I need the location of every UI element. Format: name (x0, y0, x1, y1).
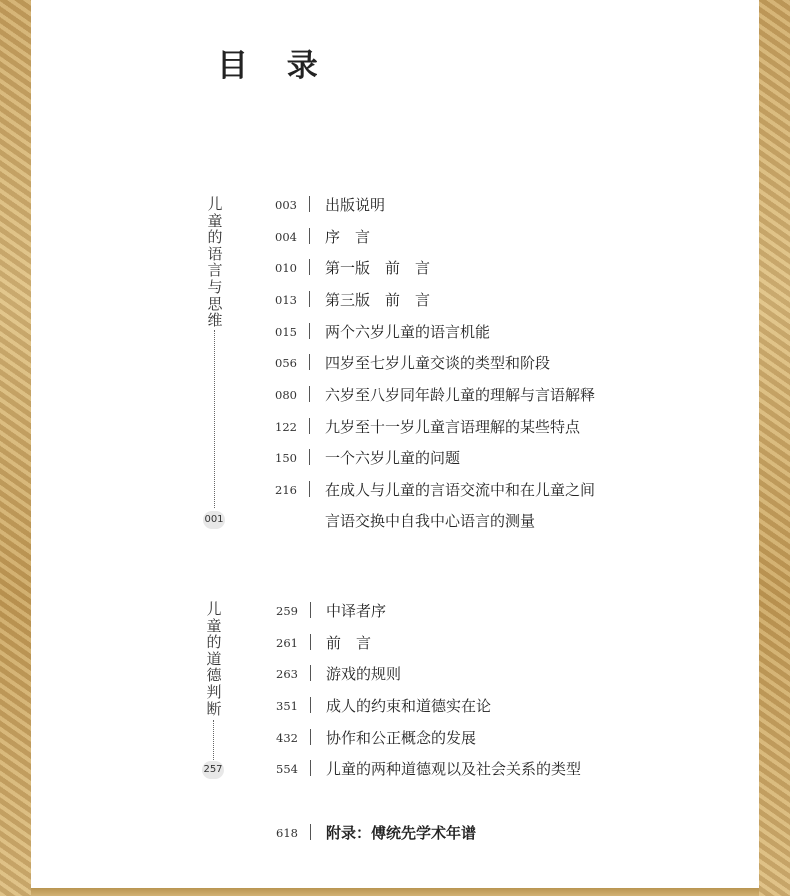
entry-page-number: 004 (275, 230, 297, 244)
entry-title: 在成人与儿童的言语交流中和在儿童之间 (325, 481, 596, 499)
entry-separator (310, 602, 311, 618)
entry-separator (309, 386, 310, 402)
entry-title: 成人的约束和道德实在论 (326, 697, 492, 715)
entry-title: 游戏的规则 (326, 665, 402, 683)
entry-title: 附录：傅统先学术年谱 (326, 824, 477, 842)
section-divider-2 (213, 720, 214, 760)
entry-separator (310, 824, 311, 840)
entry-page-number: 432 (276, 731, 298, 745)
entry-page-number: 003 (275, 198, 297, 212)
entry-separator (309, 449, 310, 465)
entry-page-number: 618 (276, 826, 298, 840)
section-page-badge-1: 001 (203, 511, 225, 529)
entry-separator (310, 760, 311, 776)
entry-page-number: 010 (275, 261, 297, 275)
entry-page-number: 080 (275, 388, 297, 402)
entry-separator (309, 418, 310, 434)
entry-title: 出版说明 (325, 196, 386, 214)
entry-separator (309, 228, 310, 244)
entry-title: 儿童的两种道德观以及社会关系的类型 (326, 760, 582, 778)
section-divider-1 (214, 330, 215, 508)
entry-title: 第三版 前 言 (325, 291, 431, 309)
entry-separator (309, 323, 310, 339)
entry-separator (309, 354, 310, 370)
left-decorative-border (0, 0, 31, 896)
section-label-1: 儿童的语言与思维 (207, 195, 223, 330)
page-title: 目 录 (217, 48, 332, 84)
entry-title: 第一版 前 言 (325, 259, 431, 277)
entry-page-number: 056 (275, 356, 297, 370)
entry-title: 中译者序 (326, 602, 387, 620)
entry-title: 序 言 (325, 228, 371, 246)
entry-page-number: 259 (276, 604, 298, 618)
toc-page (31, 0, 759, 888)
entry-title: 两个六岁儿童的语言机能 (325, 323, 491, 341)
entry-page-number: 150 (275, 451, 297, 465)
entry-separator (310, 665, 311, 681)
entry-title: 九岁至十一岁儿童言语理解的某些特点 (325, 418, 581, 436)
entry-title: 六岁至八岁同年龄儿童的理解与言语解释 (325, 386, 596, 404)
entry-separator (309, 196, 310, 212)
entry-separator (309, 291, 310, 307)
entry-page-number: 263 (276, 667, 298, 681)
entry-title: 四岁至七岁儿童交谈的类型和阶段 (325, 354, 551, 372)
entry-separator (310, 697, 311, 713)
entry-title: 协作和公正概念的发展 (326, 729, 477, 747)
entry-page-number: 015 (275, 325, 297, 339)
entry-separator (310, 729, 311, 745)
entry-page-number: 013 (275, 293, 297, 307)
entry-page-number: 261 (276, 636, 298, 650)
section-page-badge-2: 257 (202, 761, 224, 779)
right-decorative-border (759, 0, 790, 896)
entry-separator (309, 481, 310, 497)
entry-separator (310, 634, 311, 650)
entry-title-continuation: 言语交换中自我中心语言的测量 (325, 512, 536, 530)
entry-title: 前 言 (326, 634, 372, 652)
entry-title: 一个六岁儿童的问题 (325, 449, 461, 467)
bottom-decorative-border (31, 888, 759, 896)
section-label-2: 儿童的道德判断 (206, 600, 222, 718)
entry-page-number: 216 (275, 483, 297, 497)
entry-page-number: 122 (275, 420, 297, 434)
entry-separator (309, 259, 310, 275)
entry-page-number: 351 (276, 699, 298, 713)
entry-page-number: 554 (276, 762, 298, 776)
